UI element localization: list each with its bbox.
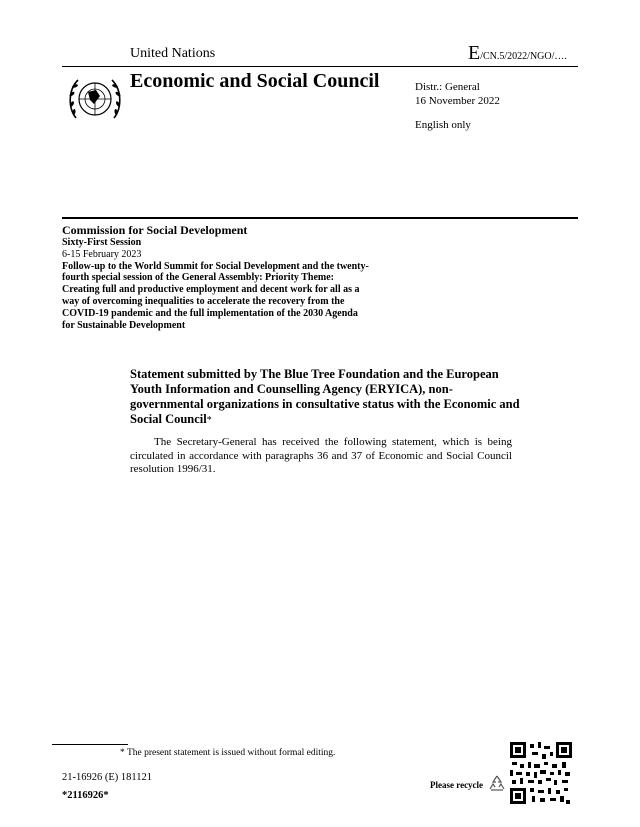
agenda-block [62,237,372,331]
agenda-item: Follow-up to the World Summit for Social Development and the twenty-fourth special session of the General Assembly: Priority Theme: Creating full and productive employment and decent work for all as a way of overcoming inequalities to accelerate the recovery from the COVID-19 pandemic and the full implementation of the 2030 Agenda for Sustainable Development [62,260,369,331]
recycle-label: Please recycle [430,780,484,790]
job-number: 21-16926 (E) 181121 [62,772,153,783]
distribution-block [415,80,500,108]
qr-code-icon [510,742,572,804]
section-rule [62,217,578,219]
symbol-rest: /CN.5/2022/NGO/…. [480,51,567,62]
barcode-text: *2116926* [62,790,109,801]
un-emblem-icon [66,74,124,124]
organization-name: United Nations [130,46,216,61]
recycle-icon [487,774,507,794]
council-name: Economic and Social Council [130,70,380,92]
issue-date: 16 November 2022 [415,95,500,107]
footnote-rule [52,744,128,745]
statement-title-block [130,367,520,428]
symbol-lead: E [468,42,481,64]
commission-title: Commission for Social Development [62,223,248,237]
body-paragraph: The Secretary-General has received the following statement, which is being circulated in accordance with paragraphs 36 and 37 of Economic and Social Council resolution 1996/31. [130,436,512,475]
header-rule [62,66,578,67]
statement-title: Statement submitted by The Blue Tree Foundation and the European Youth Information and Counselling Agency (ERYICA), non-governmental organizations in consultative status with the Economic and Social Council [130,367,520,426]
session-name: Sixty-First Session [62,237,142,248]
footnote-marker: * [206,415,212,426]
distribution: Distr.: General [415,81,480,93]
footnote: * The present statement is issued without formal editing. [120,748,336,758]
language-note: English only [415,119,471,131]
document-symbol [468,42,567,65]
session-dates: 6-15 February 2023 [62,248,142,260]
